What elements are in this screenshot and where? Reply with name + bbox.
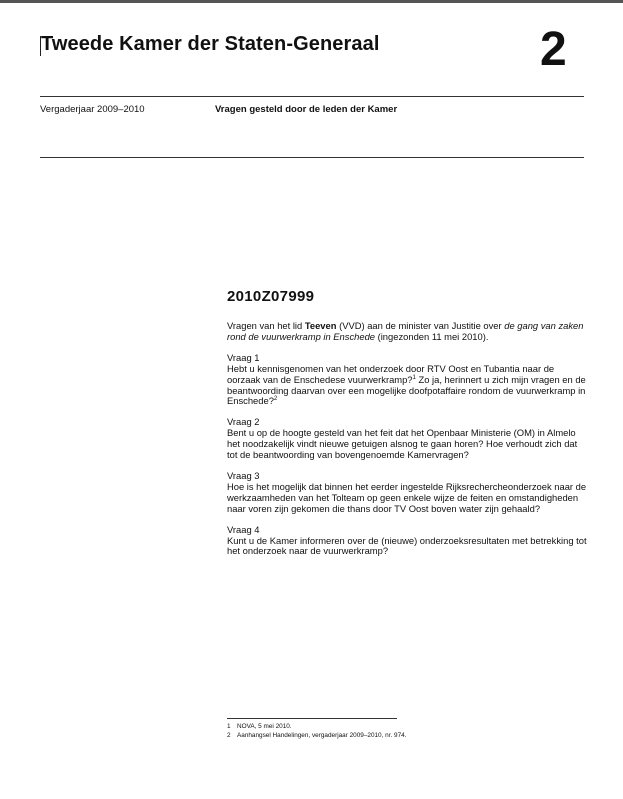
footnote-number: 2: [227, 732, 231, 739]
question-4: [227, 525, 587, 558]
document-subtitle: Vragen gesteld door de leden der Kamer: [215, 104, 398, 115]
question-text: Hebt u kennisgenomen van het onderzoek door RTV Oost en Tubantia naar de oorzaak van de Enschedese vuurwerkramp?: [227, 362, 555, 385]
footnote-number: 1: [227, 723, 231, 730]
footnote-text: NOVA, 5 mei 2010.: [237, 723, 292, 730]
question-text: Hoe is het mogelijk dat binnen het eerder ingestelde Rijksrechercheonderzoek naar de werkzaamheden van het Tolteam op geen enkele wijze de feiten en omstandigheden naar voren zijn gekomen die thans door TV Oost boven water zijn gehaald?: [227, 480, 587, 514]
member-name: Teeven: [304, 320, 337, 331]
reference-number: 2010Z07999: [227, 288, 315, 305]
question-1: [227, 353, 587, 408]
footnote-text: Aanhangsel Handelingen, vergaderjaar 2009–2010, nr. 974.: [237, 732, 407, 739]
footnote-item: [227, 722, 406, 731]
question-text: Kunt u de Kamer informeren over de (nieuwe) onderzoeksresultaten met betrekking tot het onderzoek naar de vuurwerkramp?: [227, 534, 587, 557]
footnote-ref: 1: [412, 374, 416, 381]
question-text: Bent u op de hoogte gesteld van het feit dat het Openbaar Ministerie (OM) in Almelo het noodzakelijk vindt nieuwe getuigen alsnog te gaan horen? Hoe verhoudt zich dat tot de beantwoording van bovengenoemde Kamervragen?: [227, 427, 578, 461]
document-number: 2: [540, 23, 567, 76]
question-2: [227, 417, 587, 461]
footnote-divider: [227, 718, 397, 719]
footnote-item: [227, 731, 406, 740]
document-body: [227, 321, 587, 567]
intro-text: (VVD) aan de minister van Justitie over: [336, 320, 505, 331]
question-heading: Vraag 2: [227, 416, 260, 428]
header-divider: [40, 96, 584, 97]
question-3: [227, 471, 587, 515]
question-heading: Vraag 1: [227, 351, 260, 363]
footnotes: [227, 722, 406, 740]
footnote-ref: 2: [273, 396, 278, 403]
header-divider-bottom: [40, 157, 584, 158]
session-year: Vergaderjaar 2009–2010: [40, 104, 145, 115]
intro-text: Vragen van het lid: [227, 320, 305, 331]
intro-text: (ingezonden 11 mei 2010).: [375, 330, 489, 342]
intro-paragraph: [227, 321, 587, 343]
top-border: [0, 0, 623, 3]
document-title: Tweede Kamer der Staten-Generaal: [41, 33, 380, 55]
subject-text: de gang van zaken rond de vuurwerkramp in Enschede: [227, 320, 584, 342]
question-heading: Vraag 4: [227, 523, 260, 535]
question-text: Zo ja, herinnert u zich mijn vragen en de beantwoording daarvan over een mogelijke doofpotaffaire rondom de vuurwerkramp in Enschede?: [227, 373, 586, 407]
question-heading: Vraag 3: [227, 469, 260, 481]
